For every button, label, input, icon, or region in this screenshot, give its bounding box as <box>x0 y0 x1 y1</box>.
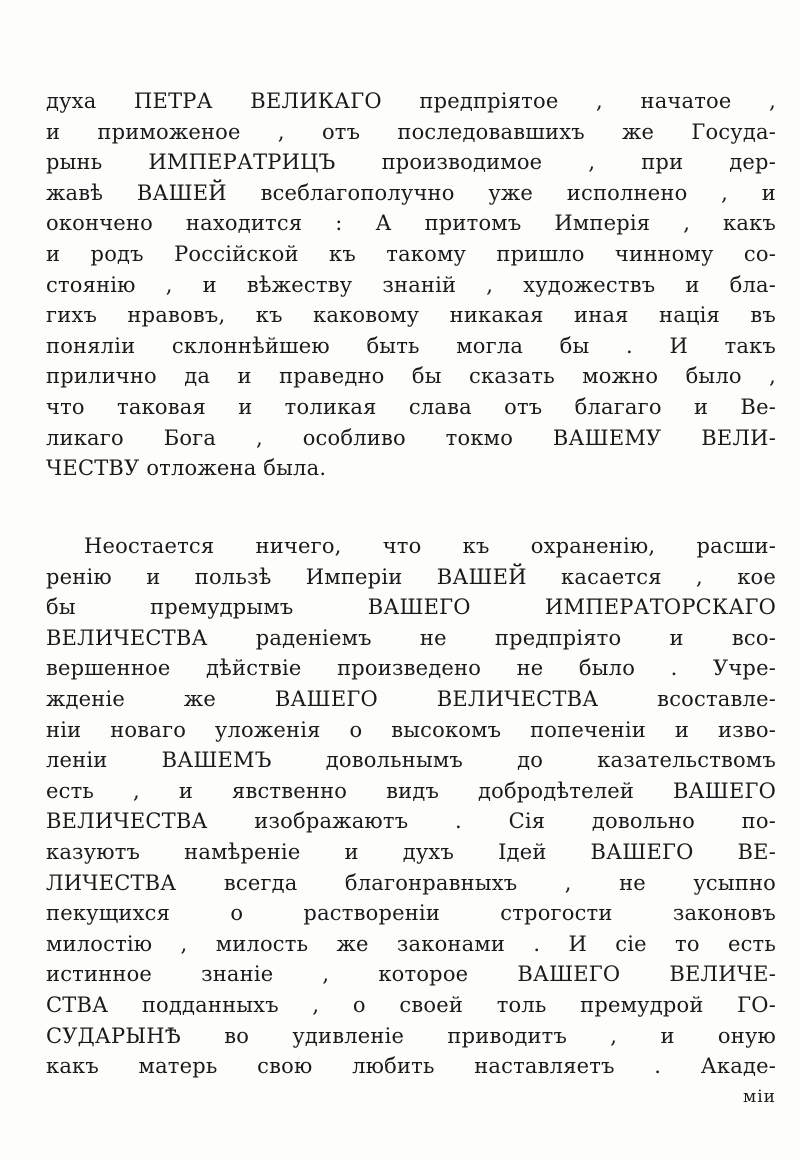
text-line: милостію , милость же законами . И сіе то есть <box>46 931 776 956</box>
text-line: поняліи склоннѣйшею быть могла бы . И такъ <box>46 333 776 358</box>
text-line: какъ матерь свою любить наставляетъ . Акаде- <box>46 1054 776 1079</box>
text-line: ніи новаго уложенія о высокомъ попеченіи и изво- <box>46 717 776 742</box>
text-line: что таковая и толикая слава отъ благаго и Ве- <box>46 394 776 419</box>
text-line: леніи ВАШЕМЪ довольнымъ до казательствомъ <box>46 748 776 773</box>
paragraph-2 <box>46 531 776 1112</box>
text-line: СУДАРЫНѢ во удивленіе приводитъ , и оную <box>46 1023 776 1048</box>
text-line: ликаго Бога , особливо токмо ВАШЕМУ ВЕЛИ- <box>46 425 776 450</box>
paragraph-1 <box>46 86 776 484</box>
text-line-last: ЧЕСТВУ отложена была. <box>46 456 327 481</box>
text-line: истинное знаніе , которое ВАШЕГО ВЕЛИЧЕ- <box>46 962 776 987</box>
text-line: и приможеное , отъ последовавшихъ же Госуда- <box>46 119 776 144</box>
text-line: жавѣ ВАШЕЙ всеблагополучно уже исполнено , и <box>46 180 776 205</box>
text-line: пекущихся о раствореніи строгости законовъ <box>46 901 776 926</box>
text-line: ВЕЛИЧЕСТВА раденіемъ не предпріято и всо- <box>46 625 776 650</box>
text-line-first: Неостается ничего, что къ охраненію, расши- <box>84 534 776 558</box>
text-line: прилично да и праведно бы сказать можно было , <box>46 364 776 389</box>
text-line: гихъ нравовъ, къ каковому никакая иная нація въ <box>46 303 776 328</box>
text-line: рынь ИМПЕРАТРИЦЪ производимое , при дер- <box>46 150 776 175</box>
text-line: жденіе же ВАШЕГО ВЕЛИЧЕСТВА всоставле- <box>46 686 776 711</box>
text-line: ВЕЛИЧЕСТВА изображаютъ . Сія довольно по- <box>46 809 776 834</box>
text-line: есть , и явственно видъ добродѣтелей ВАШЕГО <box>46 778 776 803</box>
text-line: вершенное дѣйствіе произведено не было . Учре- <box>46 656 776 681</box>
text-line: ЛИЧЕСТВА всегда благонравныхъ , не усыпно <box>46 870 776 895</box>
text-line: духа ПЕТРА ВЕЛИКАГО предпріятое , начатое , <box>46 89 776 113</box>
text-line: бы премудрымъ ВАШЕГО ИМПЕРАТОРСКАГО <box>46 595 776 620</box>
text-line: и родъ Россійской къ такому пришло чинному со- <box>46 241 776 266</box>
catchword: міи <box>743 1086 776 1107</box>
text-line: СТВА подданныхъ , о своей толь премудрой ГО- <box>46 992 776 1017</box>
text-line: казуютъ намѣреніе и духъ Ідей ВАШЕГО ВЕ- <box>46 839 776 864</box>
text-line: стоянію , и вѣжеству знаній , художествъ и бла- <box>46 272 776 297</box>
text-line: окончено находится : А притомъ Имперія , какъ <box>46 211 776 236</box>
text-line: ренію и пользѣ Имперіи ВАШЕЙ касается , кое <box>46 564 776 589</box>
